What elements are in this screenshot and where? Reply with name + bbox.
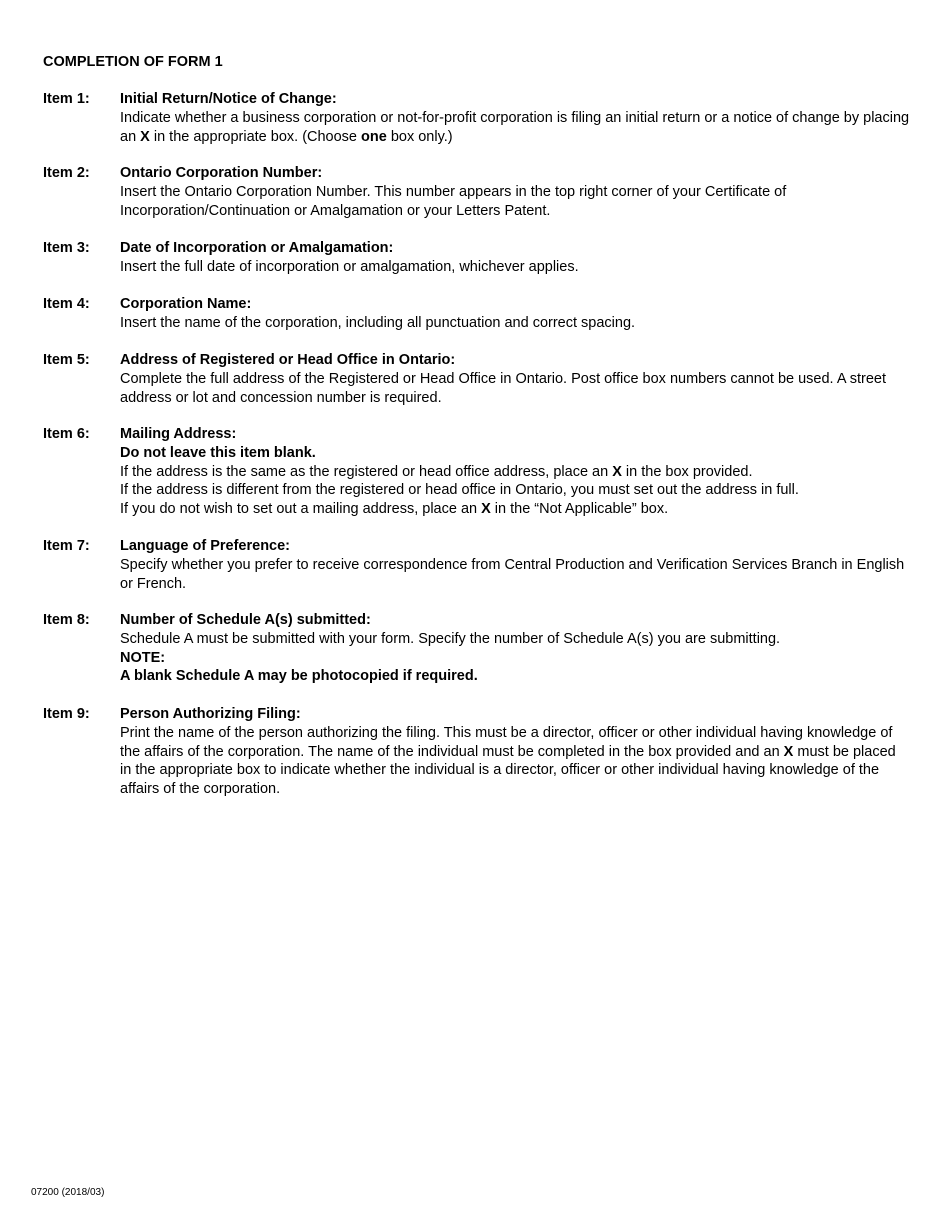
item-body bbox=[120, 90, 910, 146]
bold-x-mark: X bbox=[783, 743, 794, 760]
item-text: Specify whether you prefer to receive correspondence from Central Production and Verification Services Branch in English or French. bbox=[120, 556, 905, 592]
item-text-part: box only.) bbox=[386, 128, 453, 145]
item-body bbox=[120, 425, 910, 519]
item-text: Complete the full address of the Registered or Head Office in Ontario. Post office box numbers cannot be used. A street address or lot and concession number is required. bbox=[120, 370, 886, 406]
item-text: Insert the full date of incorporation or amalgamation, whichever applies. bbox=[120, 258, 579, 275]
item-text: Insert the name of the corporation, including all punctuation and correct spacing. bbox=[120, 314, 636, 331]
item-body bbox=[120, 611, 910, 686]
item-number: Item 1: bbox=[43, 91, 90, 107]
item-text bbox=[120, 724, 910, 799]
item-body bbox=[120, 295, 910, 333]
item-text-part: in the appropriate box. (Choose bbox=[149, 128, 362, 145]
item-body bbox=[120, 537, 910, 593]
form-code-footer: 07200 (2018/03) bbox=[31, 1187, 105, 1198]
item-text-part: must be placed in the appropriate box to indicate whether the individual is a director, officer or other individual having knowledge of the affairs of the corporation. bbox=[120, 743, 896, 798]
item-heading: Ontario Corporation Number: bbox=[120, 165, 323, 181]
item-text: If the address is different from the registered or head office in Ontario, you must set out the address in full. bbox=[120, 482, 799, 499]
item-heading: Language of Preference: bbox=[120, 538, 291, 554]
item-heading: Corporation Name: bbox=[120, 296, 252, 312]
item-text bbox=[120, 463, 910, 482]
item-text bbox=[120, 500, 910, 519]
item-number: Item 9: bbox=[43, 706, 90, 722]
item-text-part: Print the name of the person authorizing the filing. This must be a director, officer or other individual having knowledge of the affairs of the corporation. The name of the individual must be completed in the box provided and an bbox=[120, 724, 893, 760]
item-text: Insert the Ontario Corporation Number. This number appears in the top right corner of your Certificate of Incorporation/Continuation or Amalgamation or your Letters Patent. bbox=[120, 183, 787, 219]
item-text bbox=[120, 109, 910, 147]
item-number: Item 5: bbox=[43, 352, 90, 368]
item-text-part: in the box provided. bbox=[621, 463, 753, 480]
item-number: Item 7: bbox=[43, 538, 90, 554]
bold-one: one bbox=[361, 128, 387, 145]
item-heading: Address of Registered or Head Office in Ontario: bbox=[120, 352, 456, 368]
bold-x-mark: X bbox=[140, 128, 150, 145]
note-text: A blank Schedule A may be photocopied if required. bbox=[120, 668, 478, 685]
item-body bbox=[120, 239, 910, 277]
item-subheading: Do not leave this item blank. bbox=[120, 444, 316, 461]
item-text-part: in the “Not Applicable” box. bbox=[490, 501, 669, 518]
item-heading: Date of Incorporation or Amalgamation: bbox=[120, 240, 394, 256]
item-number: Item 6: bbox=[43, 426, 90, 442]
item-heading: Number of Schedule A(s) submitted: bbox=[120, 612, 371, 628]
item-heading: Initial Return/Notice of Change: bbox=[120, 91, 337, 107]
item-body bbox=[120, 705, 910, 799]
page-title: COMPLETION OF FORM 1 bbox=[43, 54, 223, 70]
note-label: NOTE: bbox=[120, 649, 166, 666]
item-text: Schedule A must be submitted with your form. Specify the number of Schedule A(s) you are submitting. bbox=[120, 630, 781, 647]
item-number: Item 3: bbox=[43, 240, 90, 256]
bold-x-mark: X bbox=[612, 463, 622, 480]
item-number: Item 4: bbox=[43, 296, 90, 312]
item-heading: Person Authorizing Filing: bbox=[120, 706, 301, 722]
item-number: Item 8: bbox=[43, 612, 90, 628]
item-text-part: Indicate whether a business corporation or not-for-profit corporation is filing an initial return or a notice of change by placing an bbox=[120, 109, 910, 145]
item-text-part: If you do not wish to set out a mailing address, place an bbox=[120, 501, 482, 518]
item-body bbox=[120, 164, 910, 220]
item-text-part: If the address is the same as the registered or head office address, place an bbox=[120, 463, 613, 480]
item-body bbox=[120, 351, 910, 407]
item-heading: Mailing Address: bbox=[120, 426, 237, 442]
item-number: Item 2: bbox=[43, 165, 90, 181]
bold-x-mark: X bbox=[481, 501, 491, 518]
